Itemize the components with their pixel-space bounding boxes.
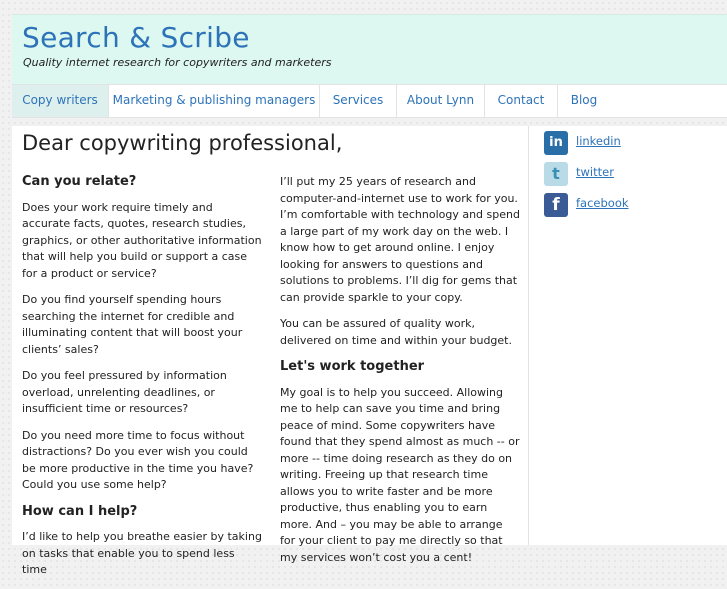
nav-item-copy-writers[interactable]: Copy writers	[12, 85, 109, 117]
nav-item-about-lynn[interactable]: About Lynn	[397, 85, 485, 117]
nav-item-contact[interactable]: Contact	[485, 85, 558, 117]
paragraph: Do you find yourself spending hours searching the internet for credible and illuminating content that will boost your clients’ sales?	[22, 293, 243, 356]
site-header	[12, 14, 727, 85]
page-title: Dear copywriting professional,	[22, 131, 343, 155]
section-heading-can-you-relate: Can you relate?	[22, 174, 137, 189]
nav-item-services[interactable]: Services	[320, 85, 397, 117]
paragraph: My goal is to help you succeed. Allowing me to help can save you time and bring peace of mind. Some copywriters have found that they spend almost as much -- or more -- time doing research as they do on writing. Freeing up that research time allows you to write faster and be more productive, thus enabling you to earn more. And – you may be able to arrange for your client to pay me directly so that my services won’t cost you a cent!	[280, 385, 520, 564]
site-title[interactable]: Search & Scribe	[22, 21, 250, 54]
paragraph: Do you need more time to focus without distractions? Do you ever wish you could be more productive in the time you have? Could you use some help?	[22, 428, 254, 491]
linkedin-label[interactable]: linkedin	[576, 134, 621, 148]
section-heading-how-can-i-help: How can I help?	[22, 503, 138, 519]
twitter-label[interactable]: twitter	[576, 165, 614, 179]
content-column-right	[280, 174, 520, 576]
paragraph: Does your work require timely and accurate facts, quotes, research studies, graphics, or other authoritative information that will help you build or support a case for a product or service?	[22, 200, 262, 280]
paragraph: You can be assured of quality work, delivered on time and within your budget.	[280, 317, 512, 347]
paragraph: I’ll put my 25 years of research and computer-and-internet use to work for you. I’m comfortable with technology and spend a large part of my work day on the web. I know how to get around online. I enjoy looking for answers to questions and solutions to problems. I’ll dig for gems that can provide sparkle to your copy.	[280, 175, 520, 304]
twitter-icon[interactable]: t	[544, 162, 568, 186]
facebook-icon[interactable]: f	[544, 193, 568, 217]
site-tagline: Quality internet research for copywriters and marketers	[23, 56, 332, 69]
main-content	[12, 126, 529, 576]
paragraph: I’d like to help you breathe easier by taking on tasks that enable you to spend less time	[22, 530, 262, 576]
section-heading-lets-work-together: Let's work together	[280, 359, 425, 374]
sidebar	[529, 126, 727, 545]
nav-item-blog[interactable]: Blog	[570, 93, 598, 107]
facebook-label[interactable]: facebook	[576, 196, 629, 210]
content-column-left	[22, 174, 262, 589]
paragraph: Do you feel pressured by information overload, unrelenting deadlines, or insufficient time or resources?	[22, 369, 227, 415]
linkedin-icon[interactable]: in	[544, 131, 568, 155]
main-nav	[12, 84, 727, 118]
nav-item-marketing-publishing-managers[interactable]: Marketing & publishing managers	[109, 85, 320, 117]
